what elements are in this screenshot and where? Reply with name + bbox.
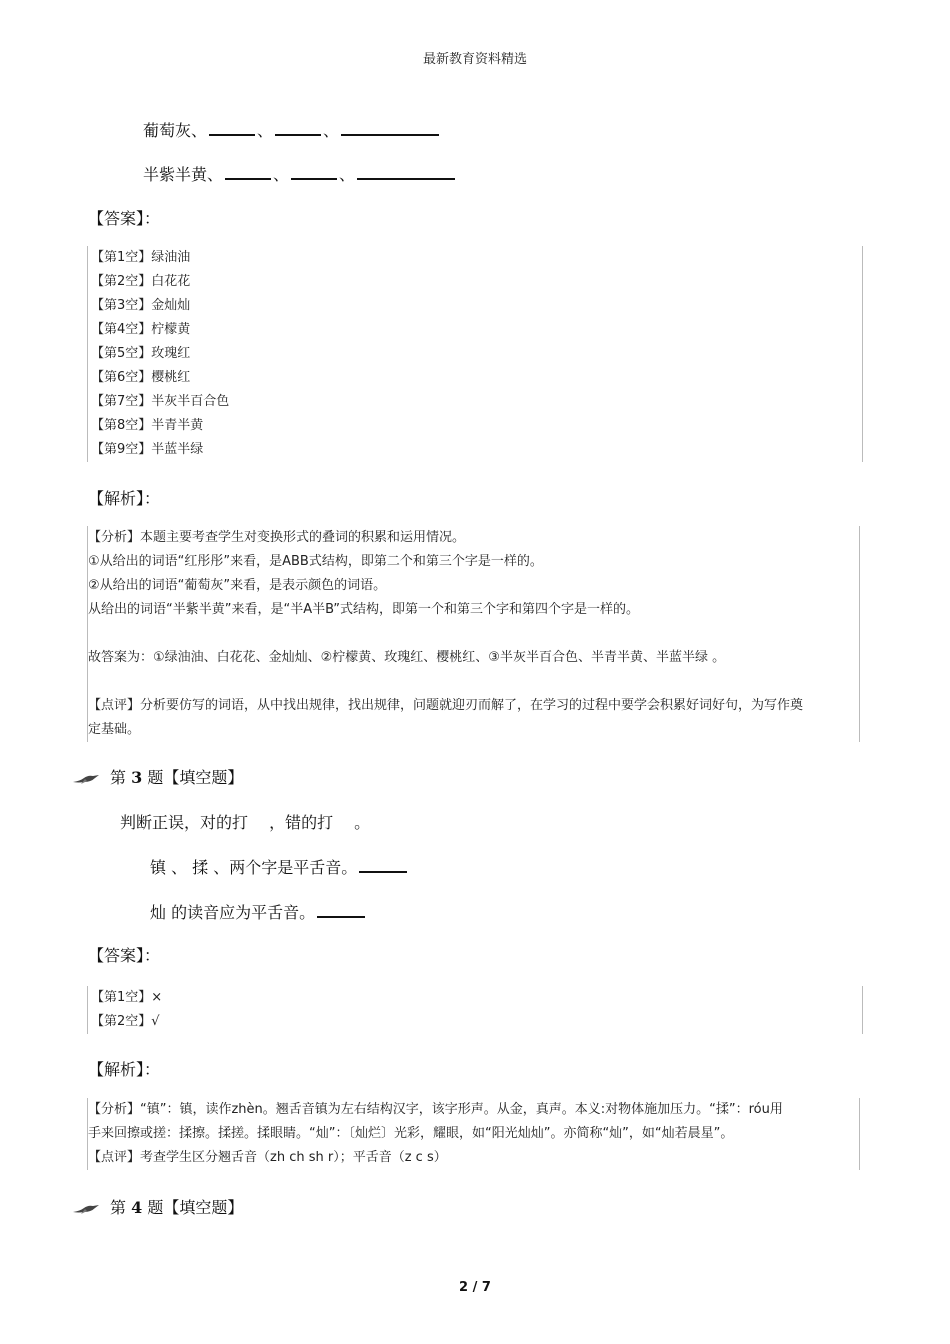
blank[interactable] bbox=[357, 166, 455, 180]
answer-row: 【第4空】柠檬黄 bbox=[91, 322, 191, 337]
answer-row: 【第2空】白花花 bbox=[91, 274, 191, 289]
judge-text: 镇 、 揉 、两个字是平舌音。 bbox=[150, 858, 358, 877]
answer-row: 【第6空】樱桃红 bbox=[91, 370, 191, 385]
answer-row: 【第8空】半青半黄 bbox=[91, 418, 204, 433]
analysis-row: 故答案为：①绿油油、白花花、金灿灿、②柠檬黄、玫瑰红、樱桃红、③半灰半百合色、半青半黄、半蓝半绿 。 bbox=[88, 650, 726, 665]
title-suffix: 题【填空题】 bbox=[142, 1198, 244, 1217]
analysis-label: 【解析】： bbox=[88, 489, 161, 508]
analysis-row bbox=[88, 622, 859, 646]
answer-row: 【第2空】√ bbox=[91, 1014, 160, 1029]
question-number: 4 bbox=[131, 1198, 143, 1217]
blank[interactable] bbox=[225, 166, 271, 180]
analysis-box bbox=[87, 1098, 860, 1170]
analysis-row: 【点评】分析要仿写的词语，从中找出规律，找出规律，问题就迎刃而解了，在学习的过程中要学会积累好词好句，为写作奠 bbox=[88, 698, 804, 713]
prompt-word: 葡萄灰、 bbox=[143, 121, 208, 140]
fill-line-1 bbox=[143, 118, 441, 141]
judge-item-2 bbox=[150, 900, 367, 923]
judge-text: 灿 的读音应为平舌音。 bbox=[150, 903, 316, 922]
analysis-row bbox=[88, 670, 859, 694]
analysis-row: 手来回擦或搓：揉擦。揉搓。揉眼睛。“灿”：〔灿烂〕光彩，耀眼，如“阳光灿灿”。亦简称“灿”，如“灿若晨星”。 bbox=[88, 1126, 734, 1141]
page-number: 2 / 7 bbox=[459, 1280, 491, 1295]
blank[interactable] bbox=[341, 122, 439, 136]
question-prompt: 判断正误，对的打 ，错的打 。 bbox=[120, 813, 371, 832]
answer-row: 【第9空】半蓝半绿 bbox=[91, 442, 204, 457]
analysis-row: 定基础。 bbox=[88, 722, 141, 737]
analysis-row: 【分析】“镇”：镇，读作zhèn。翘舌音镇为左右结构汉字，该字形声。从金，真声。本义:对物体施加压力。“揉”：róu用 bbox=[88, 1102, 783, 1117]
blank[interactable] bbox=[275, 122, 321, 136]
fill-line-2 bbox=[143, 162, 457, 185]
analysis-row: 【点评】考查学生区分翘舌音（zh ch sh r）；平舌音（z c s） bbox=[88, 1150, 447, 1165]
answer-label: 【答案】： bbox=[88, 946, 161, 965]
analysis-row: 从给出的词语“半紫半黄”来看，是“半A半B”式结构，即第一个和第三个字和第四个字是一样的。 bbox=[88, 602, 640, 617]
answer-row: 【第7空】半灰半百合色 bbox=[91, 394, 230, 409]
blank[interactable] bbox=[291, 166, 337, 180]
answer-row: 【第3空】金灿灿 bbox=[91, 298, 191, 313]
question-title bbox=[72, 765, 243, 788]
separator: 、 bbox=[273, 165, 290, 184]
answer-label: 【答案】： bbox=[88, 209, 161, 228]
question-title bbox=[72, 1195, 243, 1218]
prompt-word: 半紫半黄、 bbox=[143, 165, 224, 184]
bird-icon bbox=[72, 773, 102, 785]
title-prefix: 第 bbox=[110, 768, 132, 787]
page-header: 最新教育资料精选 bbox=[422, 52, 527, 67]
answer-box bbox=[87, 246, 863, 462]
blank[interactable] bbox=[359, 859, 407, 873]
answer-row: 【第5空】玫瑰红 bbox=[91, 346, 191, 361]
separator: 、 bbox=[339, 165, 356, 184]
judge-item-1 bbox=[150, 855, 409, 878]
title-suffix: 题【填空题】 bbox=[142, 768, 244, 787]
analysis-label: 【解析】： bbox=[88, 1060, 161, 1079]
separator: 、 bbox=[257, 121, 274, 140]
analysis-box bbox=[87, 526, 860, 742]
separator: 、 bbox=[323, 121, 340, 140]
answer-box bbox=[87, 986, 863, 1034]
analysis-row: ①从给出的词语“红彤彤”来看，是ABB式结构，即第二个和第三个字是一样的。 bbox=[88, 554, 543, 569]
analysis-row: 【分析】本题主要考查学生对变换形式的叠词的积累和运用情况。 bbox=[88, 530, 466, 545]
question-number: 3 bbox=[131, 768, 143, 787]
bird-icon bbox=[72, 1203, 102, 1215]
blank[interactable] bbox=[317, 904, 365, 918]
blank[interactable] bbox=[209, 122, 255, 136]
title-prefix: 第 bbox=[110, 1198, 132, 1217]
answer-row: 【第1空】绿油油 bbox=[91, 250, 191, 265]
analysis-row: ②从给出的词语“葡萄灰”来看，是表示颜色的词语。 bbox=[88, 578, 387, 593]
answer-row: 【第1空】× bbox=[91, 990, 163, 1005]
